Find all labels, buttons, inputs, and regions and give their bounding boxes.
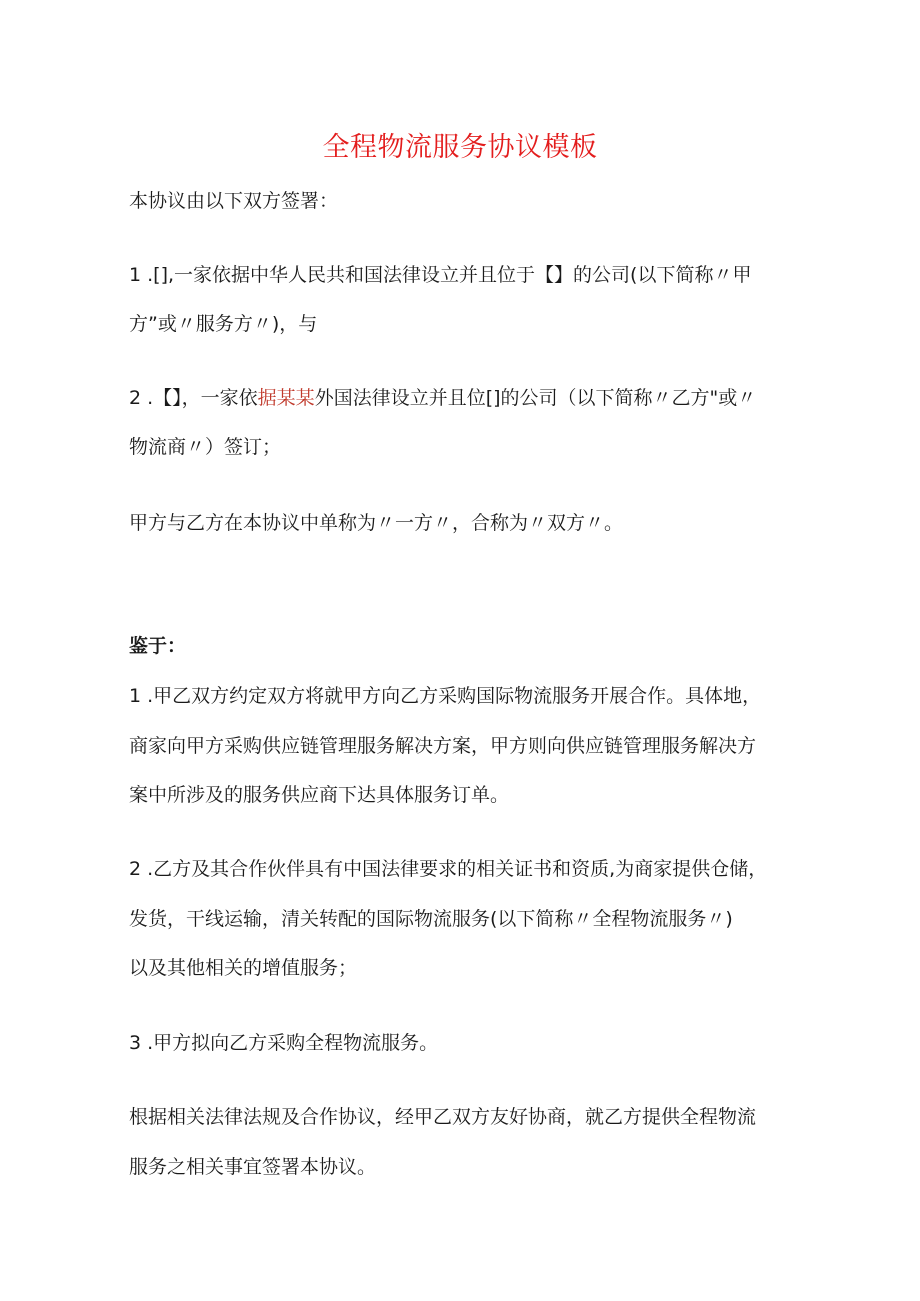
whereas1-line1: 1 .甲乙双方约定双方将就甲方向乙方采购国际物流服务开展合作。具体地， (129, 685, 762, 707)
whereas2-line2: 发货，干线运输，清关转配的国际物流服务(以下简称〃全程物流服务〃) (129, 908, 733, 930)
party2-line1-pre: 2 .【】，一家依 (129, 387, 258, 409)
whereas1-line3: 案中所涉及的服务供应商下达具体服务订单。 (129, 784, 510, 806)
document-title: 全程物流服务协议模板 (322, 132, 598, 163)
conclusion-line1: 根据相关法律法规及合作协议，经甲乙双方友好协商，就乙方提供全程物流 (129, 1106, 757, 1128)
whereas3-line1: 3 .甲方拟向乙方采购全程物流服务。 (129, 1032, 439, 1054)
party1-line2: 方”或〃服务方〃)，与 (129, 313, 318, 335)
definition-text: 甲方与乙方在本协议中单称为〃一方〃，合称为〃双方〃。 (129, 512, 624, 534)
whereas1-line2: 商家向甲方采购供应链管理服务解决方案，甲方则向供应链管理服务解决方 (129, 735, 757, 757)
party2-line1-highlight: 据某某 (257, 387, 315, 409)
party2-line1 (129, 385, 756, 411)
party1-line1: 1 .[],一家依据中华人民共和国法律设立并且位于【】的公司(以下简称〃甲 (129, 264, 752, 286)
party2-line2: 物流商〃）签订； (129, 436, 282, 458)
whereas2-line1: 2 .乙方及其合作伙伴具有中国法律要求的相关证书和资质,为商家提供仓储， (129, 858, 768, 880)
whereas-heading: 鉴于： (129, 635, 187, 657)
whereas2-line3: 以及其他相关的增值服务； (129, 957, 358, 979)
intro-text: 本协议由以下双方签署： (129, 190, 339, 212)
conclusion-line2: 服务之相关事宜签署本协议。 (129, 1156, 377, 1178)
party2-line1-post: 外国法律设立并且位[]的公司（以下简称〃乙方"或〃 (314, 387, 757, 409)
